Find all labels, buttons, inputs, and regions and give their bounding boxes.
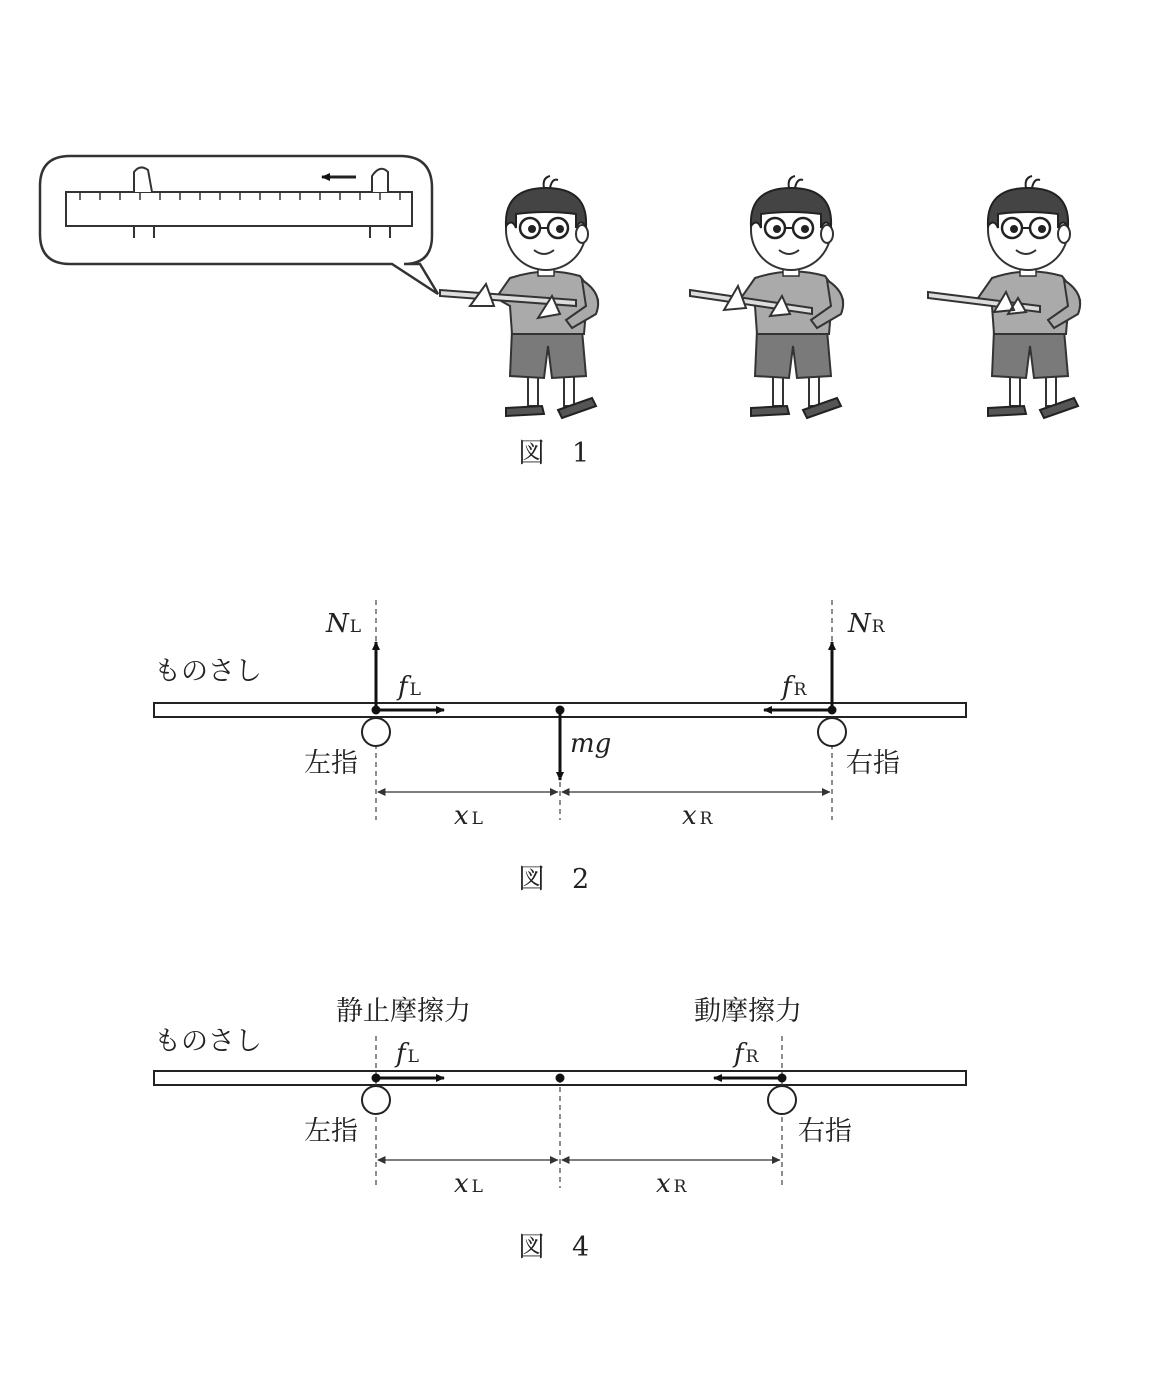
figure4-caption: 図 4 [518, 1232, 590, 1263]
fig4-kinetic-friction-label: 動摩擦力 [694, 996, 802, 1027]
fig4-friction-right-label: f R [734, 1039, 759, 1069]
figure1-caption: 図 1 [518, 438, 590, 469]
figure2-caption: 図 2 [518, 864, 590, 895]
child-illustration-3 [978, 176, 1080, 418]
fig4-center-point [556, 1074, 565, 1083]
bubble-right-finger [372, 169, 388, 192]
fig2-dist-left-label: x L [454, 801, 483, 831]
figure4-group [154, 996, 966, 1263]
fig2-normal-right-label: NR [848, 609, 885, 639]
fig2-ruler-label: ものさし [154, 656, 262, 687]
fig4-right-finger-icon [768, 1086, 796, 1114]
fig4-right-finger-label: 右指 [798, 1116, 852, 1147]
fig2-right-finger-label: 右指 [846, 748, 900, 779]
fig2-weight-label: mg [570, 729, 612, 759]
fig2-dist-right-label: x R [682, 801, 713, 831]
figure2-group [154, 600, 966, 895]
fig4-left-finger-label: 左指 [304, 1116, 358, 1147]
fig2-friction-left-label: f L [398, 672, 421, 702]
fig4-left-finger-icon [362, 1086, 390, 1114]
figure1-group [40, 156, 1080, 469]
fig2-right-finger-icon [818, 718, 846, 746]
fig4-dist-right-label: x R [656, 1169, 687, 1199]
fig2-friction-right-label: f R [782, 672, 807, 702]
child-illustration-2 [741, 176, 843, 418]
fig2-left-finger-icon [362, 718, 390, 746]
fig4-static-friction-label: 静止摩擦力 [336, 996, 471, 1027]
fig2-normal-left-label: NL [326, 609, 362, 639]
fig4-ruler-label: ものさし [154, 1026, 262, 1057]
fig2-left-finger-label: 左指 [304, 748, 358, 779]
fig4-friction-left-label: f L [396, 1039, 419, 1069]
fig4-dist-left-label: x L [454, 1169, 483, 1199]
